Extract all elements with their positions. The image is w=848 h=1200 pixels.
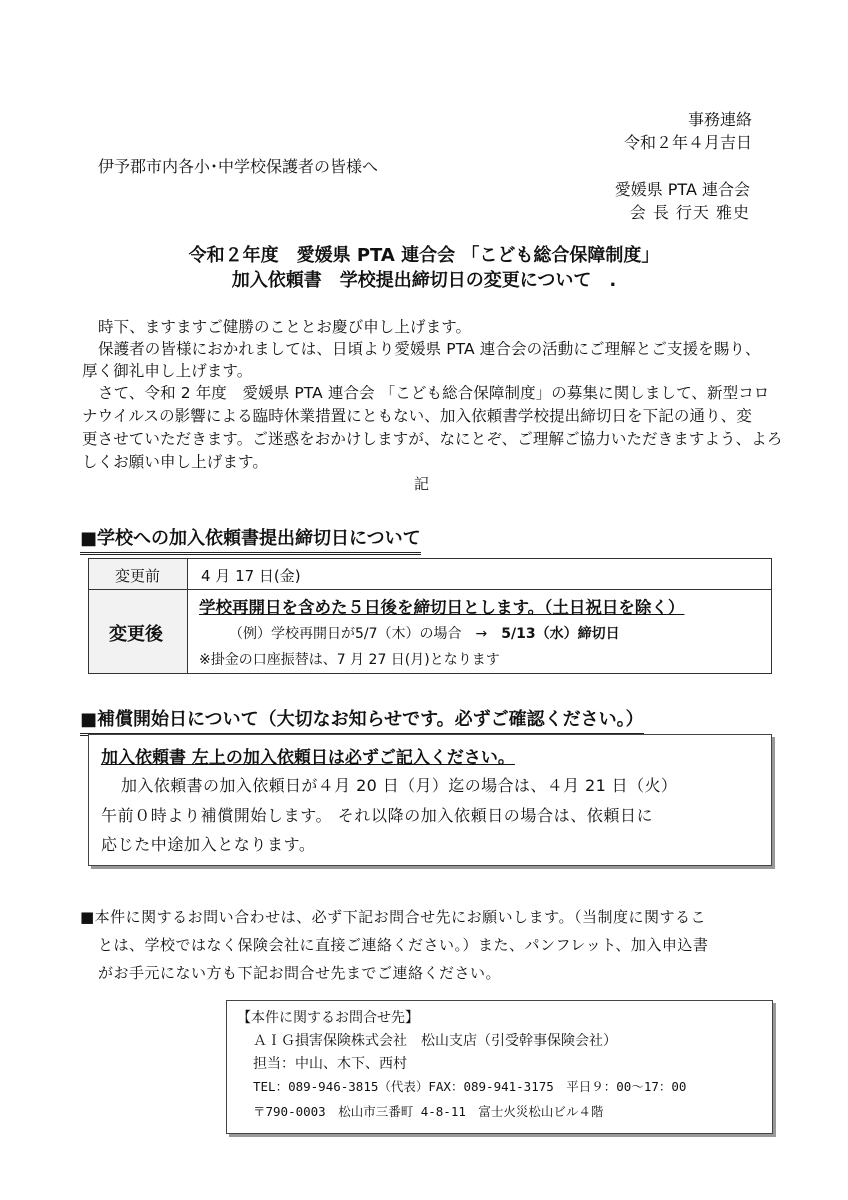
before-label: 変更前	[115, 567, 161, 585]
issue-date: 令和２年４月吉日	[623, 133, 752, 152]
contact-box	[226, 1000, 773, 1134]
addressee: 伊予郡市内各小･中学校保護者の皆様へ	[98, 157, 379, 176]
after-label: 変更後	[109, 624, 163, 645]
body-p3-line3: 更させていただきます。ご迷惑をおかけしますが、なにとぞ、ご理解ご協力いただきますよう、よろ	[82, 430, 783, 448]
inquiry-line-2: とは、学校ではなく保険会社に直接ご連絡ください。）また、パンフレット、加入申込書	[98, 936, 709, 954]
notice-title: 加入依頼書 左上の加入依頼日は必ずご記入ください。	[101, 748, 515, 768]
doc-type: 事務連絡	[687, 110, 752, 129]
body-p2-line1: 保護者の皆様におかれましては、日頃より愛媛県 PTA 連合会の活動にご理解とご支援を賜り、	[98, 340, 761, 358]
title-line-2: 加入依頼書 学校提出締切日の変更について .	[231, 270, 617, 291]
after-example-deadline: 5/13（水）締切日	[501, 626, 620, 642]
contact-company: ＡＩＧ損害保険株式会社 松山支店（引受幹事保険会社）	[253, 1033, 617, 1049]
body-p1: 時下、ますますご健勝のこととお慶び申し上げます。	[98, 318, 472, 336]
change-table	[88, 558, 772, 674]
after-example-prefix: （例）学校再開日が5/7（木）の場合 →	[229, 626, 502, 642]
body-p3-line4: しくお願い申し上げます。	[82, 453, 268, 471]
contact-heading: 【本件に関するお問合せ先】	[237, 1010, 419, 1026]
table-divider-horizontal	[89, 589, 771, 590]
sender-org: 愛媛県 PTA 連合会	[614, 180, 750, 199]
contact-phone: TEL：089-946-3815（代表）FAX：089-941-3175 平日９：00～17：00	[253, 1079, 687, 1094]
inquiry-line-1: ■本件に関するお問い合わせは、必ず下記お問合せ先にお願いします。（当制度に関するこ	[80, 908, 706, 926]
notice-line-1: 加入依頼書の加入依頼日が４月 20 日（月）迄の場合は、４月 21 日（火）	[121, 776, 678, 795]
after-main: 学校再開日を含めた５日後を締切日とします。（土日祝日を除く）	[199, 598, 685, 617]
contact-address: 〒790-0003 松山市三番町 4-8-11 富士火災松山ビル４階	[253, 1104, 604, 1119]
title-line-1: 令和２年度 愛媛県 PTA 連合会 「こども総合保障制度」	[188, 245, 660, 266]
before-value: 4 月 17 日(金)	[201, 567, 301, 585]
inquiry-line-3: がお手元にない方も下記お問合せ先までご連絡ください。	[98, 964, 502, 982]
section1-heading: ■学校への加入依頼書提出締切日について	[80, 524, 421, 555]
table-divider-vertical	[187, 559, 188, 673]
notice-line-3: 応じた中途加入となります。	[101, 835, 316, 854]
body-p3-line1: さて、令和 2 年度 愛媛県 PTA 連合会 「こども総合保障制度」の募集に関しまして、新型コロ	[98, 384, 770, 402]
notice-box	[88, 734, 772, 866]
body-p2-line2: 厚く御礼申し上げます。	[82, 362, 253, 380]
notice-line-2: 午前０時より補償開始します。 それ以降の加入依頼日の場合は、依頼日に	[101, 806, 654, 825]
contact-staff: 担当：中山、木下、西村	[253, 1056, 407, 1072]
after-example	[229, 623, 620, 643]
sender-person: 会 長 行天 雅史	[629, 203, 750, 222]
after-note: ※掛金の口座振替は、7 月 27 日(月)となります	[199, 652, 500, 668]
ki-label: 記	[414, 475, 430, 493]
section2-heading: ■補償開始日について（大切なお知らせです。必ずご確認ください。）	[80, 705, 644, 736]
body-p3-line2: ナウイルスの影響による臨時休業措置にともない、加入依頼書学校提出締切日を下記の通り、変	[82, 407, 752, 425]
